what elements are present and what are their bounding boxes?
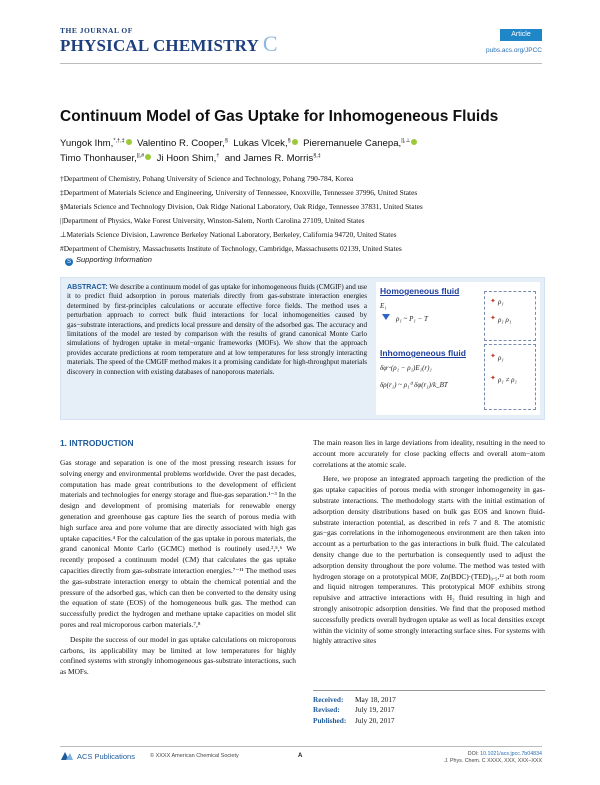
paragraph: The main reason lies in large deviations from ideality, resulting in the need to account more accurately for close packing effects and overall atom−atom correlations at the atomic scale. [313,438,545,469]
affiliation: ⊥Materials Science Division, Lawrence Berkeley National Laboratory, Berkeley, California 94720, United States [60,230,397,240]
revised-date: Revised: July 19, 2017 [313,705,395,715]
paragraph: Here, we propose an integrated approach targeting the prediction of the gas uptake capacities of porous media with stronger inhomogeneity in gas-substrate interactions. The methodology starts with the initial estimation of adsorption density distributions based on bulk gas EOS and known fluid-substrate interaction potential, as described in refs 7 and 8. The atomistic gas−gas correlations in the inhomogeneous environment are then taken into account as a perturbation to the gas interactions in bulk fluid. The calculated density change due to the perturbation is consequently used to adjust the adsorption density throughout the pore volume. The method was tested with hydrogen storage on a prototypical MOF, Zn(BDC)·(TED)₀.₅,¹² at both room and liquid nitrogen temperatures. This prototypical MOF exhibits strong repulsive and attractive interactions with H₂ fluid resulting in high and strongly anisotropic adsorption densities. We find that the proposed method successfully predicts overall hydrogen uptake as well as local densities except within the vicinity of some strongly interacting surface sites. For systems with highly attractive sites [313,474,545,646]
article-title: Continuum Model of Gas Uptake for Inhomogeneous Fluids [60,108,499,125]
article-type-badge: Article [500,29,542,41]
doi-citation: DOI: 10.1021/acs.jpcc.7b04834 J. Phys. Chem. C XXXX, XXX, XXX−XXX [444,751,542,764]
toc-formula-3: δρ(r₁) ~ ρ₁⁰ δφ(r₁)/k_BT [380,381,448,389]
toc-inhomogeneous-heading: Inhomogeneous fluid [380,348,466,358]
doi-link[interactable]: 10.1021/acs.jpcc.7b04834 [480,751,542,757]
publication-history [313,690,545,726]
toc-rho-4: ρ₁ ≠ ρ₁ [498,376,517,384]
left-column [60,438,296,682]
abstract [67,283,367,377]
toc-formula-2: δφ~(ρ₁ − ρ₁)E₁(r)₁ [380,364,432,372]
acs-logo-icon [60,751,74,761]
affiliation: ||Department of Physics, Wake Forest University, Winston-Salem, North Carolina 27109, United States [60,216,365,226]
orcid-icon[interactable] [411,139,417,145]
toc-rho-1: ρ₁ [498,298,504,306]
section-heading-introduction: 1. INTRODUCTION [60,438,134,448]
star-icon: ✦ [490,297,496,305]
author-vlcek[interactable]: Lukas Vlcek,§ [233,138,297,149]
paragraph: Despite the success of our model in gas uptake calculations on microporous carbons, its applicability may be limited at low temperatures for highly confined systems with strongly inhomogeneous gas-substrate interactions, such as MOFs. [60,634,296,677]
journal-logo [60,26,278,54]
author-ihm[interactable]: Yungok Ihm,*,†,‡ [60,138,132,149]
copyright: © XXXX American Chemical Society [150,753,239,759]
affiliation: †Department of Chemistry, Pohang University of Science and Technology, Pohang 790-784, Korea [60,174,354,183]
affiliations [60,172,550,257]
toc-rho-2: ρ₁ ρ₁ [498,316,512,324]
citation: J. Phys. Chem. C XXXX, XXX, XXX−XXX [444,758,542,764]
author-line-2 [60,150,550,165]
toc-graphic [376,282,540,415]
journal-url-link[interactable]: pubs.acs.org/JPCC [486,47,542,54]
acs-publications-logo[interactable]: ACS Publications [60,751,135,761]
right-column [313,438,545,651]
abstract-box [60,277,545,420]
toc-energy-label: E₁ [380,302,387,310]
arrow-down-icon [382,314,390,320]
abstract-label: ABSTRACT: [67,283,108,291]
supporting-info-icon: S [66,259,71,265]
affiliation: §Materials Science and Technology Division, Oak Ridge National Laboratory, Oak Ridge, Tennessee 37831, United States [60,202,423,212]
orcid-icon[interactable] [292,139,298,145]
footer-divider [60,746,542,747]
page-number: A [298,753,303,759]
received-date: Received: May 18, 2017 [313,695,396,704]
abstract-body: We describe a continuum model of gas uptake for inhomogeneous fluids (CMGIF) and use it to predict fluid adsorption in porous materials directly from gas-substrate interaction energies determined by first-principles calculations or accurate effective force fields. The method uses a perturbation approach to correct bulk fluid interactions for local inhomogeneities caused by gas−substrate interactions, and predicts local pressure and density of the adsorbed gas. The accuracy and limitations of the model are tested by comparison with the results of grand canonical Monte Carlo simulations of hydrogen uptake in metal−organic frameworks (MOFs). We show that the approach provides accurate predictions at room temperature and at low temperatures for less strongly interacting materials. The speed of the CMGIF method makes it a promising candidate for high-throughput materials discovery in connection with existing databases of nanoporous materials. [67,283,367,376]
affiliation: #Department of Chemistry, Massachusetts Institute of Technology, Cambridge, Massachusetts 02139, United States [60,244,402,254]
author-line-1 [60,135,550,150]
toc-formula-1: ρ₁ ~ P₁ − T [396,315,428,323]
author-canepa[interactable]: Pieremanuele Canepa,||,⊥ [303,138,417,149]
star-icon: ✦ [490,374,496,382]
supporting-information-link[interactable]: S Supporting Information [66,255,152,265]
star-icon: ✦ [490,314,496,322]
journal-letter: C [262,31,278,56]
affiliation: ‡Department of Materials Science and Engineering, University of Tennessee, Knoxville, Tennessee 37996, United States [60,188,418,198]
orcid-icon[interactable] [145,154,151,160]
journal-name: PHYSICAL CHEMISTRY C [60,31,278,56]
author-shim[interactable]: Ji Hoon Shim,† [156,153,220,164]
published-date: Published: July 20, 2017 [313,715,395,725]
author-morris[interactable]: and James R. Morris§,‡ [224,153,321,164]
toc-rho-3: ρ₁ [498,354,504,362]
author-thonhauser[interactable]: Timo Thonhauser,||,# [60,153,151,164]
header-divider [60,63,542,64]
author-cooper[interactable]: Valentino R. Cooper,§ [137,138,228,149]
paragraph: Gas storage and separation is one of the most pressing research issues for solving energy and environmental problems worldwide. Over the past decades, computation has made great contributions to the development of efficient materials and technologies for energy storage and flue-gas separation.¹⁻³ In the design and development of promising materials for renewable energy generation and greenhouse gas capture lies the search of porous media with high surface area and pore volume that are directly associated with high gas uptake capacities.⁴ For the calculation of the gas uptake in porous materials, the grand canonical Monte Carlo (GCMC) method is routinely used.²,⁵,⁶ We recently proposed a continuum model (CM) that calculates the gas uptake capacities directly from gas-substrate interaction energies.⁷⁻¹¹ The method uses the gas-substrate interaction energy to obtain the chemical potential and the pressure of the adsorbed gas, which can then be converted to the density using the equation of state (EOS) of the homogeneous bulk gas. The method can successfully predict the hydrogen and methane uptake capacities on model slit pores and real microporous carbon materials.⁷,⁸ [60,458,296,629]
toc-homogeneous-heading: Homogeneous fluid [380,286,460,296]
orcid-icon[interactable] [126,139,132,145]
journal-name-small: THE JOURNAL OF [60,26,133,35]
star-icon: ✦ [490,352,496,360]
author-list [60,135,550,165]
